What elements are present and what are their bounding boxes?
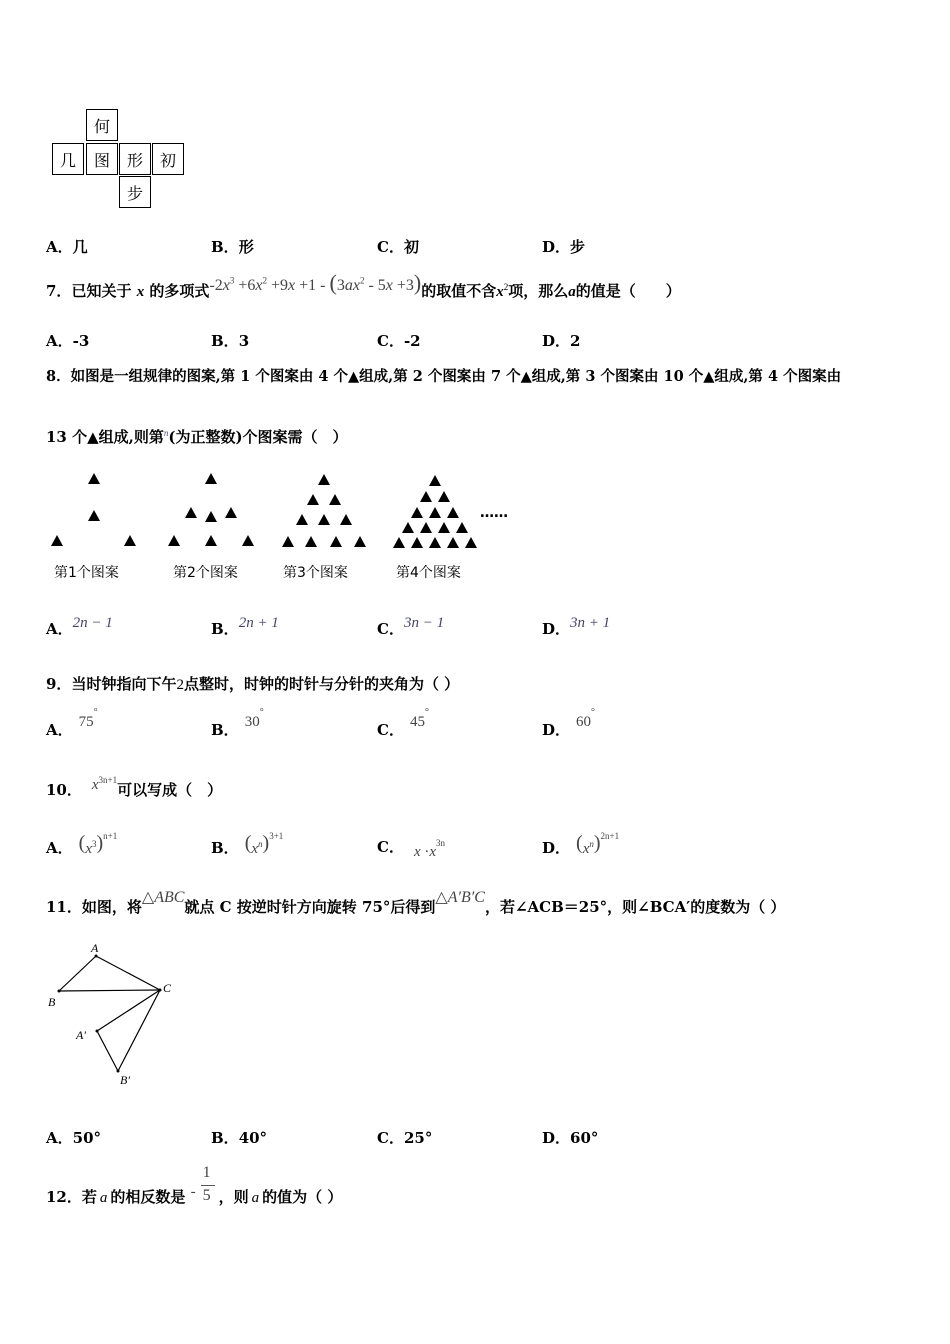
q6-option-a[interactable]: A．几 [46,238,88,256]
q6-option-b[interactable]: B．形 [211,238,254,256]
q9-option-a[interactable]: A． 75° [46,707,98,739]
q11-rotation-figure [44,938,184,1088]
label-b: B [48,995,56,1009]
q7-option-b[interactable]: B．3 [211,332,250,350]
q8-triangle-patterns [40,465,540,590]
pattern-2 [168,473,254,546]
q10-stem: 10． $x^{3n+1}$可以写成（ ） [46,775,223,799]
q8-option-b[interactable]: B．2n + 1 [211,615,279,638]
label-a-prime: A′ [76,1028,86,1042]
pattern-label-4: 第4个图案 [396,565,461,581]
q11-option-a[interactable]: A．50° [46,1129,102,1147]
q8-option-d[interactable]: D．3n + 1 [542,615,611,638]
q7-option-c[interactable]: C．-2 [377,332,421,350]
pattern-1 [51,473,136,546]
q8-stem-line2: 13 个▲组成,则第$^n$(为正整数)个图案需（ ） [46,428,348,446]
net-cell-1: 几 [52,143,84,175]
label-a: A [91,941,99,955]
pattern-3 [282,474,366,547]
q6-option-c[interactable]: C．初 [377,238,419,256]
q7-option-a[interactable]: A．-3 [46,332,90,350]
segment-b1c [118,990,160,1071]
q12-stem: 12．若 a 的相反数是 - 1 5 ，则 a 的值为（ ） [46,1164,343,1206]
label-c: C [163,981,172,995]
q9-option-b[interactable]: B． 30° [211,707,264,739]
pattern-label-2: 第2个图案 [173,565,238,581]
q8-option-c[interactable]: C．3n − 1 [377,615,445,638]
label-b-prime: B′ [120,1073,130,1087]
segment-a1c [97,990,160,1031]
q11-option-c[interactable]: C．25° [377,1129,433,1147]
q8-stem-line1: 8．如图是一组规律的图案,第 1 个图案由 4 个▲组成,第 2 个图案由 7 个▲组成,第 3 个图案由 10 个▲组成,第 4 个图案由 [46,368,842,385]
net-cell-2: 图 [86,143,118,175]
segment-bc [59,990,160,991]
q6-option-d[interactable]: D．步 [542,238,586,256]
q9-option-c[interactable]: C． 45° [377,707,429,739]
net-cell-bottom: 步 [119,176,151,208]
net-cell-4: 初 [152,143,184,175]
q9-option-d[interactable]: D． 60° [542,707,596,739]
pattern-label-3: 第3个图案 [283,565,348,581]
q10-option-d[interactable]: D． $(x^n)^{2n+1}$ [542,831,620,857]
segment-a1b1 [97,1031,118,1071]
q11-stem: 11．如图，将△ABC就点 C 按逆时针方向旋转 75°后得到△A′B′C，若∠ACB＝25°，则∠BCA′的度数为（ ） [46,889,786,916]
q10-option-a[interactable]: A． $(x^3)^{n+1}$ [46,831,118,857]
q12-fraction: - 1 5 [191,1188,219,1208]
q7-option-d[interactable]: D．2 [542,332,581,350]
segment-ab [59,956,96,991]
q11-option-b[interactable]: B．40° [211,1129,268,1147]
q7-stem: 7．已知关于 x 的多项式$-2x^3 +6x^2 +9x +1 - (3ax^2 - 5x +3)$的取值不含$x^2$项，那么a的值是（ ） [46,270,681,300]
q11-option-d[interactable]: D．60° [542,1129,599,1147]
pattern-label-1: 第1个图案 [54,565,119,581]
pattern-ellipsis: …… [480,505,508,521]
q8-option-a[interactable]: A．2n − 1 [46,615,113,638]
net-cell-top: 何 [86,109,118,141]
segment-ac [96,956,160,990]
net-cell-3: 形 [119,143,151,175]
q9-stem: 9．当时钟指向下午2点整时，时钟的时针与分针的夹角为（ ） [46,675,460,693]
q10-option-b[interactable]: B． $(x^n)^{3+1}$ [211,831,284,857]
pattern-4 [393,475,477,548]
q10-option-c[interactable]: C． $x \cdot x^{3n}$ [377,838,446,860]
